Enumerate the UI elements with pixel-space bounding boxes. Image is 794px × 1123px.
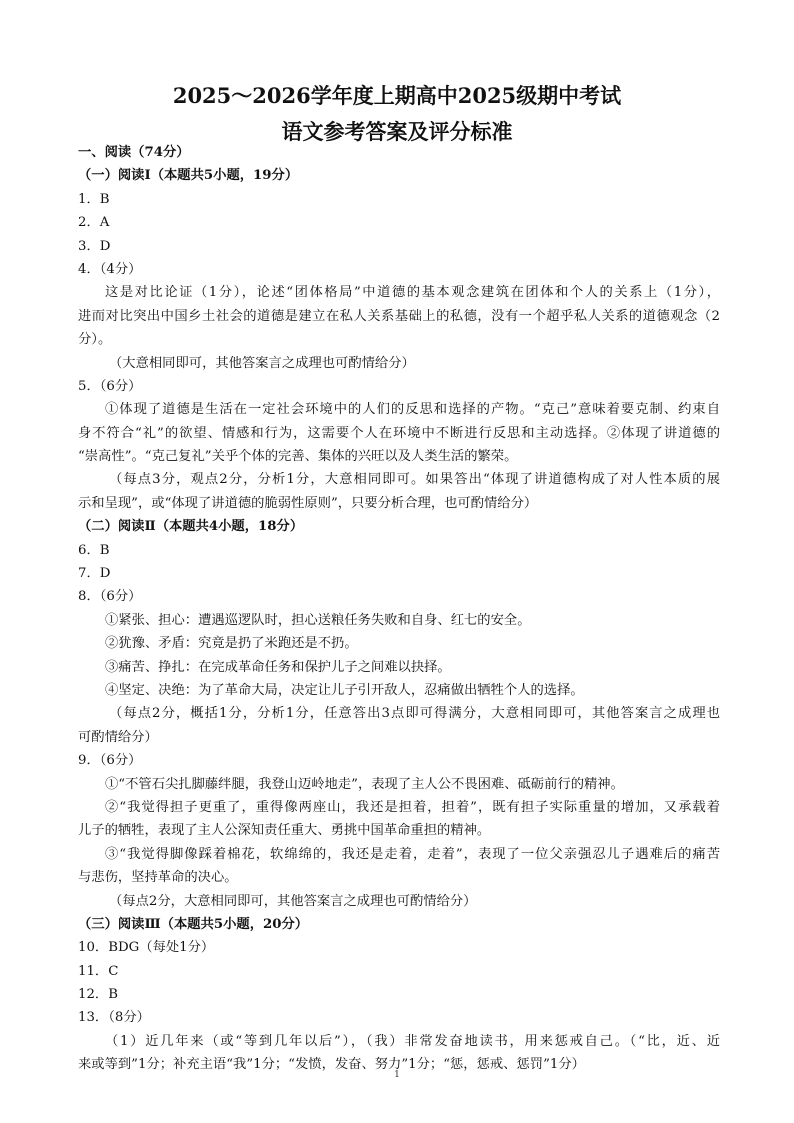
text-line: ①体现了道德是生活在一定社会环境中的人们的反思和选择的产物。“克己”意味着要克制、约束自 — [105, 402, 720, 418]
text-line: ①“不管石尖扎脚藤绊腿，我登山迈岭地走”，表现了主人公不畏困难、砥砺前行的精神。 — [105, 776, 624, 792]
text-line: ③“我觉得脚像踩着棉花，软绵绵的，我还是走着，走着”，表现了一位父亲强忍儿子遇难后的痛苦 — [105, 846, 720, 862]
text-line: 1．B — [78, 191, 110, 207]
page-number: 1 — [394, 1070, 400, 1080]
text-line: 4．（4分） — [78, 261, 142, 277]
text-line: 示和呈现”，或“体现了讲道德的脆弱性原则”，只要分析合理，也可酌情给分） — [78, 495, 538, 511]
text-line: ②犹豫、矛盾：究竟是扔了米跑还是不扔。 — [105, 636, 358, 652]
text-line: 这是对比论证（1分），论述“团体格局”中道德的基本观念建筑在团体和个人的关系上（1分）， — [105, 285, 720, 301]
answer-body — [78, 141, 720, 1077]
text-line: 12．B — [78, 987, 118, 1003]
text-line: 13．（8分） — [78, 1010, 150, 1026]
text-line: 身不符合“礼”的欲望、情感和行为，这需要个人在环境中不断进行反思和主动选择。②体现了讲道德的 — [78, 425, 720, 441]
text-line: 3．D — [78, 238, 111, 254]
text-line: 儿子的牺牲，表现了主人公深知责任重大、勇挑中国革命重担的精神。 — [78, 823, 491, 839]
text-line: （1）近几年来（或“等到几年以后”），（我）非常发奋地读书，用来惩戒自己。（“比，近、近 — [105, 1033, 720, 1049]
text-line: “崇高性”。“克己复礼”关乎个体的完善、集体的兴旺以及人类生活的繁荣。 — [78, 449, 518, 465]
text-line: 分）。 — [78, 332, 112, 348]
text-line: （三）阅读Ⅲ（本题共5小题，20分） — [78, 916, 309, 932]
text-line: 5．（6分） — [78, 378, 142, 394]
text-line: （每点2分，大意相同即可，其他答案言之成理也可酌情给分） — [109, 893, 477, 909]
text-line: 11．C — [78, 963, 119, 979]
page-subtitle: 语文参考答案及评分标准 — [281, 119, 513, 144]
text-line: （大意相同即可，其他答案言之成理也可酌情给分） — [109, 355, 415, 371]
text-line: 来或等到”1分；补充主语“我”1分；“发愤，发奋、努力”1分；“惩，惩戒、惩罚”1分） — [78, 1057, 585, 1073]
text-line: ①紧张、担心：遭遇巡逻队时，担心送粮任务失败和自身、红七的安全。 — [105, 612, 531, 628]
text-line: 2．A — [78, 215, 110, 231]
text-line: 7．D — [78, 566, 111, 582]
text-line: 进而对比突出中国乡土社会的道德是建立在私人关系基础上的私德，没有一个超乎私人关系的道德观念（2 — [78, 308, 720, 324]
text-line: 可酌情给分） — [78, 729, 158, 745]
text-line: （一）阅读Ⅰ（本题共5小题，19分） — [78, 168, 299, 184]
text-line: 与悲伤，坚持革命的决心。 — [78, 870, 238, 886]
text-line: 10．BDG（每处1分） — [78, 940, 215, 956]
text-line: ②“我觉得担子更重了，重得像两座山，我还是担着，担着”，既有担子实际重量的增加，又承载着 — [105, 799, 720, 815]
page-title: 2025～2026学年度上期高中2025级期中考试 — [172, 83, 622, 108]
text-line: （二）阅读Ⅱ（本题共4小题，18分） — [78, 519, 304, 535]
text-line: ④坚定、决绝：为了革命大局，决定让儿子引开敌人，忍痛做出牺牲个人的选择。 — [105, 682, 584, 698]
text-line: 8．（6分） — [78, 589, 142, 605]
text-line: 一、阅读（74分） — [78, 145, 190, 160]
text-line: （每点2分，概括1分，分析1分，任意答出3点即可得满分，大意相同即可，其他答案言之成理也 — [109, 706, 720, 722]
text-line: （每点3分，观点2分，分析1分，大意相同即可。如果答出“体现了讲道德构成了对人性本质的展 — [109, 472, 720, 488]
text-line: 6．B — [78, 542, 110, 558]
text-line: 9．（6分） — [78, 753, 142, 769]
text-line: ③痛苦、挣扎：在完成革命任务和保护儿子之间难以抉择。 — [105, 659, 451, 675]
